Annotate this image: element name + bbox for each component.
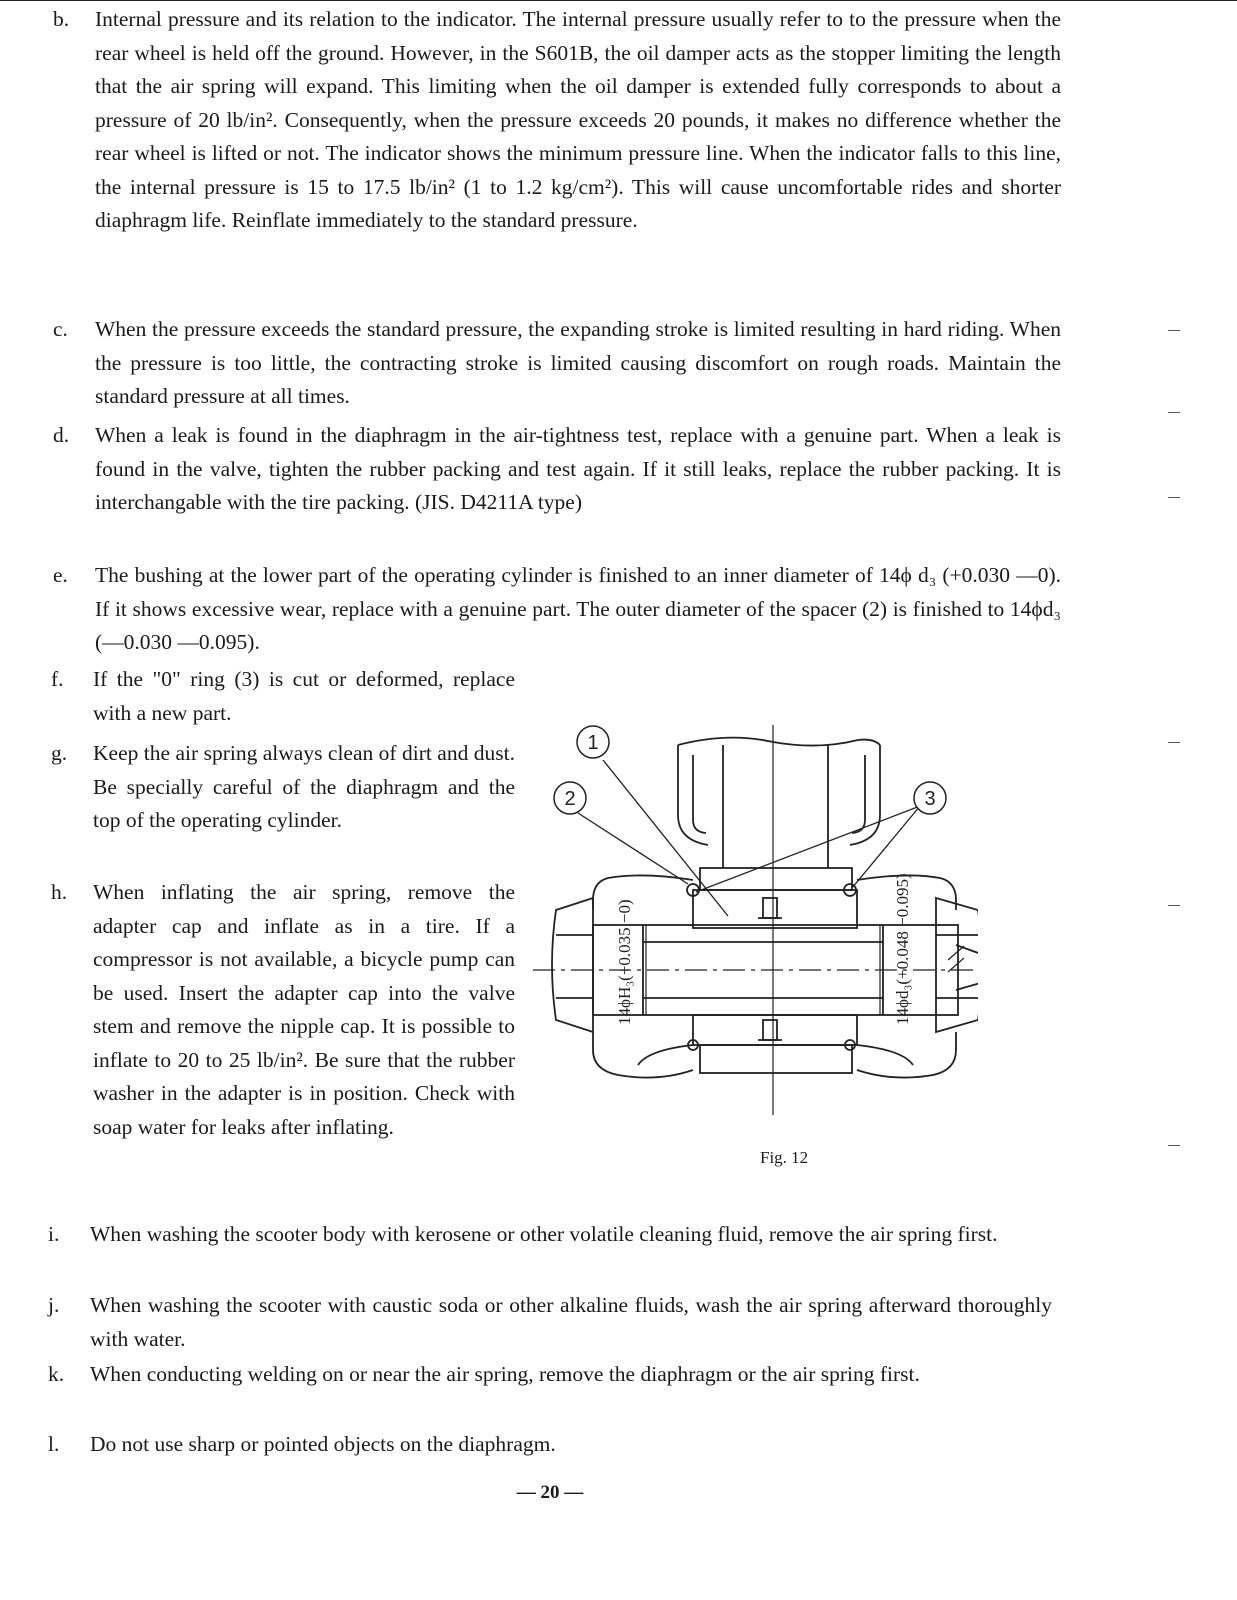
paragraph-i — [48, 1218, 1052, 1252]
item-marker: k. — [48, 1362, 65, 1386]
edge-mark — [1168, 905, 1180, 906]
page-number: — 20 — — [516, 1482, 584, 1503]
paragraph-k — [48, 1358, 1052, 1392]
item-marker: i. — [48, 1222, 60, 1246]
right-dimension-label: 14ϕd₃(+0.048 −0.095) — [893, 873, 912, 1025]
item-marker: f. — [51, 667, 64, 691]
callout-2: 2 — [564, 788, 576, 810]
item-marker: d. — [53, 423, 70, 447]
paragraph-c — [53, 313, 1061, 414]
edge-mark — [1168, 1145, 1180, 1146]
item-text: Do not use sharp or pointed objects on the diaphragm. — [90, 1432, 556, 1456]
paragraph-l — [48, 1428, 790, 1462]
edge-mark — [1168, 412, 1180, 413]
edge-mark — [1168, 497, 1180, 498]
paragraph-g — [51, 737, 515, 838]
item-marker: j. — [48, 1293, 60, 1317]
callout-1: 1 — [587, 732, 599, 754]
item-text: When a leak is found in the diaphragm in the air-tightness test, replace with a genuine part. When a leak is found in the valve, tighten the rubber packing and test again. If it still leaks, replace the rubber packing. It is interchangable with the tire packing. (JIS. D4211A type) — [95, 423, 1061, 514]
top-rule — [0, 0, 1237, 1]
callout-3: 3 — [924, 788, 936, 810]
item-marker: g. — [51, 741, 68, 765]
item-text: When washing the scooter with caustic soda or other alkaline fluids, wash the air spring afterward thoroughly with water. — [90, 1293, 1052, 1351]
air-spring-cross-section-diagram — [528, 720, 978, 1120]
item-text: The bushing at the lower part of the operating cylinder is finished to an inner diameter of 14ϕ d₃ (+0.030 —0). If it shows excessive wear, replace with a genuine part. The outer diameter of the spacer (2) is finished to 14ϕd₃ (—0.030 —0.095). — [95, 563, 1061, 654]
item-text: Internal pressure and its relation to the indicator. The internal pressure usually refer to to the pressure when the rear wheel is held off the ground. However, in the S601B, the oil damper acts as the stopper limiting the length that the air spring will expand. This limiting when the oil damper is extended fully corresponds to about a pressure of 20 lb/in². Consequently, when the pressure exceeds 20 pounds, it makes no difference whether the rear wheel is lifted or not. The indicator shows the minimum pressure line. When the indicator falls to this line, the internal pressure is 15 to 17.5 lb/in² (1 to 1.2 kg/cm²). This will cause uncomfortable rides and shorter diaphragm life. Reinflate immediately to the standard pressure. — [95, 7, 1061, 232]
item-marker: c. — [53, 317, 68, 341]
item-text: Keep the air spring always clean of dirt and dust. Be specially careful of the diaphragm and the top of the operating cylinder. — [93, 741, 515, 832]
left-dimension-label: 14ϕH₃(+0.035 −0) — [615, 899, 634, 1025]
edge-mark — [1168, 330, 1180, 331]
paragraph-d — [53, 419, 1061, 520]
item-text: When inflating the air spring, remove the adapter cap and inflate as in a tire. If a compressor is not available, a bicycle pump can be used. Insert the adapter cap into the valve stem and remove the nipple cap. It is possible to inflate to 20 to 25 lb/in². Be sure that the rubber washer in the adapter is in position. Check with soap water for leaks after inflating. — [93, 880, 515, 1139]
item-text: When the pressure exceeds the standard pressure, the expanding stroke is limited resulting in hard riding. When the pressure is too little, the contracting stroke is limited causing discomfort on rough roads. Maintain the standard pressure at all times. — [95, 317, 1061, 408]
item-marker: b. — [53, 7, 70, 31]
paragraph-e — [53, 559, 1061, 660]
figure-caption: Fig. 12 — [760, 1148, 809, 1167]
paragraph-h — [51, 876, 515, 1144]
paragraph-b — [53, 3, 1061, 238]
item-text: When conducting welding on or near the air spring, remove the diaphragm or the air spring first. — [90, 1362, 920, 1386]
item-text: If the "0" ring (3) is cut or deformed, replace with a new part. — [93, 667, 515, 725]
edge-mark — [1168, 742, 1180, 743]
item-text: When washing the scooter body with kerosene or other volatile cleaning fluid, remove the air spring first. — [90, 1222, 998, 1246]
paragraph-f — [51, 663, 515, 730]
item-marker: h. — [51, 880, 68, 904]
paragraph-j — [48, 1289, 1052, 1356]
item-marker: l. — [48, 1432, 60, 1456]
item-marker: e. — [53, 563, 68, 587]
